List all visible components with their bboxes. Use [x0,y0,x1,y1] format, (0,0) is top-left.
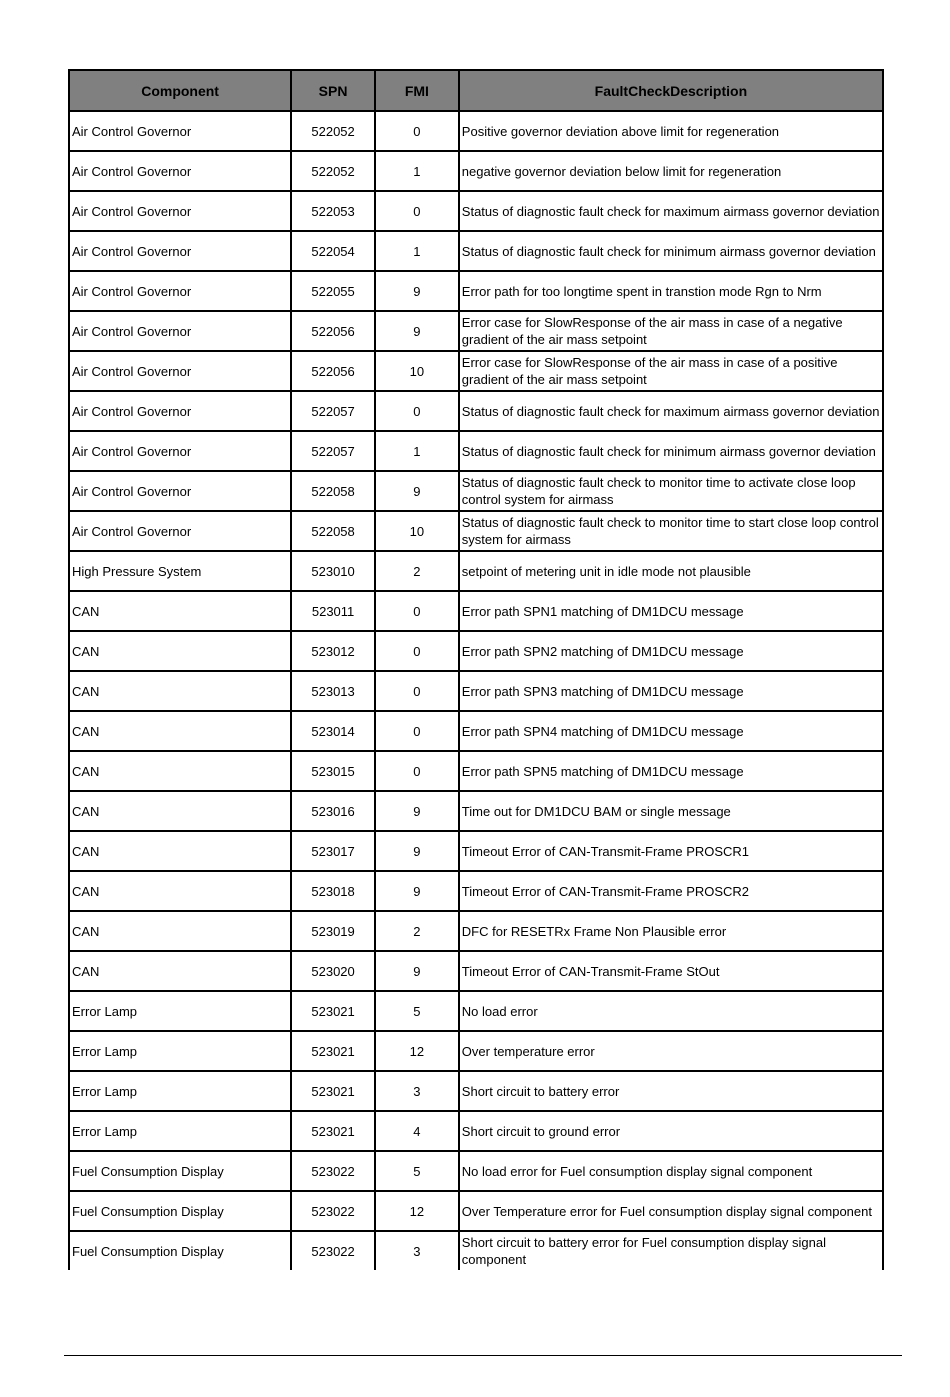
table-row [69,1151,883,1191]
spn-cell: 522056 [291,351,375,391]
description-cell: Positive governor deviation above limit for regeneration [459,111,883,151]
fmi-cell: 9 [375,871,459,911]
description-cell: Status of diagnostic fault check for minimum airmass governor deviation [459,231,883,271]
fmi-cell: 9 [375,951,459,991]
spn-cell: 523010 [291,551,375,591]
description-cell: Error path SPN2 matching of DM1DCU message [459,631,883,671]
description-cell: setpoint of metering unit in idle mode not plausible [459,551,883,591]
component-cell: Air Control Governor [69,191,291,231]
spn-cell: 522053 [291,191,375,231]
component-cell: Air Control Governor [69,351,291,391]
fmi-cell: 3 [375,1071,459,1111]
header-component: Component [69,70,291,111]
fmi-cell: 9 [375,271,459,311]
fmi-cell: 9 [375,791,459,831]
table-row [69,271,883,311]
fmi-cell: 0 [375,111,459,151]
component-cell: Air Control Governor [69,271,291,311]
fmi-cell: 5 [375,1151,459,1191]
description-cell: Error path for too longtime spent in transtion mode Rgn to Nrm [459,271,883,311]
component-cell: Air Control Governor [69,231,291,271]
fmi-cell: 1 [375,431,459,471]
component-cell: Air Control Governor [69,511,291,551]
component-cell: CAN [69,911,291,951]
component-cell: CAN [69,631,291,671]
fmi-cell: 12 [375,1031,459,1071]
spn-cell: 522054 [291,231,375,271]
description-cell: Status of diagnostic fault check for minimum airmass governor deviation [459,431,883,471]
spn-cell: 523018 [291,871,375,911]
table-row [69,111,883,151]
table-row [69,391,883,431]
spn-cell: 523021 [291,1071,375,1111]
table-row [69,591,883,631]
description-cell: Over Temperature error for Fuel consumption display signal component [459,1191,883,1231]
component-cell: CAN [69,591,291,631]
description-cell: Timeout Error of CAN-Transmit-Frame PROSCR2 [459,871,883,911]
spn-cell: 523013 [291,671,375,711]
table-row [69,1071,883,1111]
component-cell: Fuel Consumption Display [69,1231,291,1270]
spn-cell: 523022 [291,1231,375,1270]
component-cell: Error Lamp [69,1111,291,1151]
component-cell: CAN [69,711,291,751]
description-cell: Error path SPN5 matching of DM1DCU message [459,751,883,791]
table-row [69,871,883,911]
table-row [69,1231,883,1270]
component-cell: Air Control Governor [69,111,291,151]
description-cell: Timeout Error of CAN-Transmit-Frame StOut [459,951,883,991]
component-cell: CAN [69,831,291,871]
spn-cell: 522057 [291,391,375,431]
table-row [69,1191,883,1231]
fmi-cell: 10 [375,511,459,551]
component-cell: Air Control Governor [69,431,291,471]
spn-cell: 523015 [291,751,375,791]
fmi-cell: 0 [375,191,459,231]
component-cell: Air Control Governor [69,471,291,511]
table-row [69,831,883,871]
spn-cell: 523022 [291,1151,375,1191]
spn-cell: 523014 [291,711,375,751]
spn-cell: 522055 [291,271,375,311]
component-cell: Error Lamp [69,1071,291,1111]
table-row [69,1031,883,1071]
table-row [69,311,883,351]
table-row [69,911,883,951]
table-row [69,991,883,1031]
table-row [69,951,883,991]
fmi-cell: 12 [375,1191,459,1231]
description-cell: Error path SPN3 matching of DM1DCU message [459,671,883,711]
header-fmi: FMI [375,70,459,111]
table-row [69,471,883,511]
description-cell: No load error [459,991,883,1031]
table-row [69,551,883,591]
header-spn: SPN [291,70,375,111]
component-cell: Error Lamp [69,991,291,1031]
fault-check-table [68,69,884,1270]
spn-cell: 522058 [291,511,375,551]
description-cell: DFC for RESETRx Frame Non Plausible error [459,911,883,951]
description-cell: Error path SPN1 matching of DM1DCU message [459,591,883,631]
description-cell: Short circuit to battery error [459,1071,883,1111]
spn-cell: 523020 [291,951,375,991]
fmi-cell: 5 [375,991,459,1031]
fmi-cell: 0 [375,391,459,431]
description-cell: Short circuit to ground error [459,1111,883,1151]
fmi-cell: 0 [375,591,459,631]
description-cell: Status of diagnostic fault check to monitor time to start close loop control system for airmass [459,511,883,551]
spn-cell: 522057 [291,431,375,471]
spn-cell: 522052 [291,111,375,151]
table-row [69,711,883,751]
component-cell: Fuel Consumption Display [69,1191,291,1231]
component-cell: High Pressure System [69,551,291,591]
table-row [69,151,883,191]
description-cell: Short circuit to battery error for Fuel consumption display signal component [459,1231,883,1270]
fmi-cell: 1 [375,231,459,271]
spn-cell: 522052 [291,151,375,191]
table-row [69,631,883,671]
description-cell: Timeout Error of CAN-Transmit-Frame PROSCR1 [459,831,883,871]
component-cell: CAN [69,671,291,711]
footer-divider [64,1355,902,1356]
fmi-cell: 0 [375,671,459,711]
spn-cell: 522056 [291,311,375,351]
fmi-cell: 9 [375,831,459,871]
spn-cell: 523012 [291,631,375,671]
description-cell: Status of diagnostic fault check to monitor time to activate close loop control system for airmass [459,471,883,511]
component-cell: Error Lamp [69,1031,291,1071]
component-cell: CAN [69,951,291,991]
table-row [69,231,883,271]
description-cell: Over temperature error [459,1031,883,1071]
component-cell: Fuel Consumption Display [69,1151,291,1191]
fmi-cell: 9 [375,311,459,351]
description-cell: Error case for SlowResponse of the air mass in case of a negative gradient of the air mass setpoint [459,311,883,351]
spn-cell: 523022 [291,1191,375,1231]
description-cell: Status of diagnostic fault check for maximum airmass governor deviation [459,191,883,231]
fmi-cell: 0 [375,751,459,791]
spn-cell: 523011 [291,591,375,631]
component-cell: CAN [69,791,291,831]
table-row [69,431,883,471]
description-cell: Error case for SlowResponse of the air mass in case of a positive gradient of the air mass setpoint [459,351,883,391]
table-row [69,351,883,391]
description-cell: Time out for DM1DCU BAM or single message [459,791,883,831]
fmi-cell: 1 [375,151,459,191]
fmi-cell: 10 [375,351,459,391]
component-cell: Air Control Governor [69,151,291,191]
header-description: FaultCheckDescription [459,70,883,111]
description-cell: negative governor deviation below limit for regeneration [459,151,883,191]
table-row [69,511,883,551]
table-row [69,191,883,231]
spn-cell: 523021 [291,1031,375,1071]
fmi-cell: 2 [375,551,459,591]
table-body [69,111,883,1270]
fmi-cell: 2 [375,911,459,951]
fmi-cell: 3 [375,1231,459,1270]
component-cell: CAN [69,871,291,911]
description-cell: Error path SPN4 matching of DM1DCU message [459,711,883,751]
table-row [69,751,883,791]
fmi-cell: 0 [375,711,459,751]
spn-cell: 523021 [291,991,375,1031]
description-cell: Status of diagnostic fault check for maximum airmass governor deviation [459,391,883,431]
spn-cell: 523019 [291,911,375,951]
description-cell: No load error for Fuel consumption display signal component [459,1151,883,1191]
fmi-cell: 0 [375,631,459,671]
component-cell: Air Control Governor [69,311,291,351]
spn-cell: 523017 [291,831,375,871]
table-row [69,1111,883,1151]
spn-cell: 523016 [291,791,375,831]
component-cell: CAN [69,751,291,791]
spn-cell: 523021 [291,1111,375,1151]
component-cell: Air Control Governor [69,391,291,431]
fmi-cell: 4 [375,1111,459,1151]
fmi-cell: 9 [375,471,459,511]
table-row [69,671,883,711]
table-row [69,791,883,831]
spn-cell: 522058 [291,471,375,511]
table-header-row [69,70,883,111]
